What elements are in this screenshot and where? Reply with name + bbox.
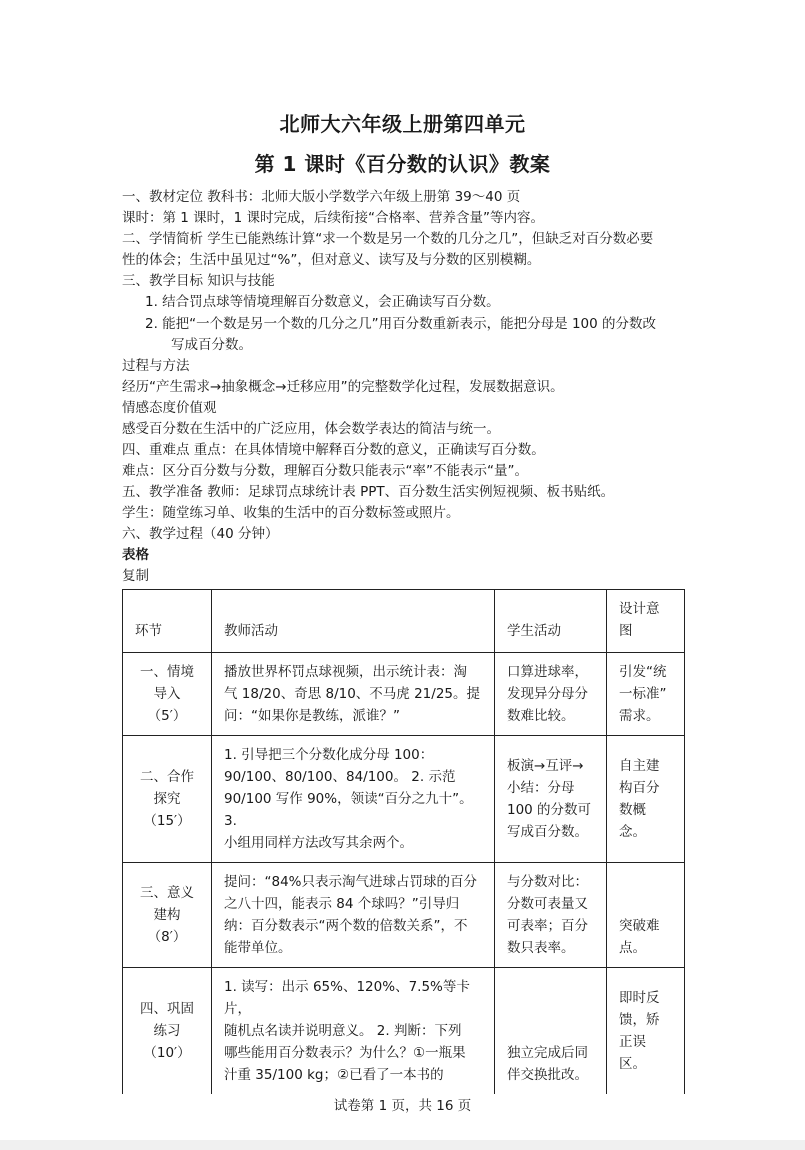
- cell-teacher: 播放世界杯罚点球视频，出示统计表：淘 气 18/20、奇思 8/10、不马虎 21/25。提 问：“如果你是教练，派谁？”: [212, 653, 495, 736]
- cell-teacher: 1. 读写：出示 65%、120%、7.5%等卡片， 随机点名读并说明意义。 2. 判断：下列 哪些能用百分数表示？为什么？①一瓶果 汁重 35/100 kg；②已看了一本书的: [212, 968, 495, 1095]
- body-line: 三、教学目标 知识与技能: [122, 273, 275, 289]
- objective-item: 2. 能把“一个数是另一个数的几分之几”用百分数重新表示，能把分母是 100 的分数改: [145, 316, 657, 332]
- page-footer: 试卷第 1 页，共 16 页: [333, 1098, 472, 1114]
- objective-item-cont: 写成百分数。: [171, 337, 252, 353]
- cell-intent: 突破难 点。: [607, 863, 685, 968]
- cell-intent: 引发“统 一标准” 需求。: [607, 653, 685, 736]
- cell-stage: 四、巩固 练习 （10′）: [123, 968, 212, 1095]
- body-line: 性的体会；生活中虽见过“%”，但对意义、读写及与分数的区别模糊。: [122, 252, 541, 268]
- body-line: 经历“产生需求→抽象概念→迁移应用”的完整数学化过程，发展数据意识。: [122, 379, 564, 395]
- table-row: [123, 653, 685, 736]
- cell-stage: 二、合作 探究 （15′）: [123, 736, 212, 863]
- table-row: [123, 736, 685, 863]
- body-line: 五、教学准备 教师：足球罚点球统计表 PPT、百分数生活实例短视频、板书贴纸。: [122, 484, 615, 500]
- cell-teacher: 提问：“84%只表示淘气进球占罚球的百分 之八十四，能表示 84 个球吗？”引导归 纳：百分数表示“两个数的倍数关系”，不 能带单位。: [212, 863, 495, 968]
- doc-title-line1: 北师大六年级上册第四单元: [279, 112, 526, 136]
- copy-link[interactable]: 复制: [122, 568, 149, 584]
- cell-student: 板演→互评→ 小结：分母 100 的分数可 写成百分数。: [495, 736, 607, 863]
- cell-student: 与分数对比： 分数可表量又 可表率；百分 数只表率。: [495, 863, 607, 968]
- body-line: 感受百分数在生活中的广泛应用，体会数学表达的简洁与统一。: [122, 421, 500, 437]
- body-line: 情感态度价值观: [122, 400, 217, 416]
- table-header-row: [123, 590, 685, 653]
- table-caption-label: 表格: [122, 547, 149, 563]
- cell-intent: 即时反 馈，矫 正误 区。: [607, 968, 685, 1095]
- body-line: 六、教学过程（40 分钟）: [122, 526, 279, 542]
- cell-stage: 三、意义 建构 （8′）: [123, 863, 212, 968]
- header-intent: 设计意图: [607, 590, 685, 653]
- cell-stage: 一、情境 导入 （5′）: [123, 653, 212, 736]
- body-line: 难点：区分百分数与分数，理解百分数只能表示“率”不能表示“量”。: [122, 463, 528, 479]
- body-line: 二、学情简析 学生已能熟练计算“求一个数是另一个数的几分之几”，但缺乏对百分数必要: [122, 231, 654, 247]
- body-line: 学生：随堂练习单、收集的生活中的百分数标签或照片。: [122, 505, 460, 521]
- body-line: 四、重难点 重点：在具体情境中解释百分数的意义，正确读写百分数。: [122, 442, 545, 458]
- header-teacher: 教师活动: [212, 590, 495, 653]
- table-row: [123, 863, 685, 968]
- body-line: 过程与方法: [122, 358, 190, 374]
- body-line: 一、教材定位 教科书：北师大版小学数学六年级上册第 39～40 页: [122, 189, 521, 205]
- page-bottom-band: [0, 1140, 805, 1150]
- doc-title-line2: 第 1 课时《百分数的认识》教案: [254, 152, 551, 176]
- lesson-process-table: [122, 589, 685, 1094]
- header-stage: 环节: [123, 590, 212, 653]
- cell-student: 口算进球率， 发现异分母分 数难比较。: [495, 653, 607, 736]
- objective-item: 1. 结合罚点球等情境理解百分数意义，会正确读写百分数。: [145, 294, 500, 310]
- cell-teacher: 1. 引导把三个分数化成分母 100： 90/100、80/100、84/100。 2. 示范 90/100 写作 90%，领读“百分之九十”。 3. 小组用同样方法改写其余两个。: [212, 736, 495, 863]
- header-student: 学生活动: [495, 590, 607, 653]
- table-row: [123, 968, 685, 1095]
- cell-intent: 自主建 构百分 数概 念。: [607, 736, 685, 863]
- cell-student: 独立完成后同 伴交换批改。: [495, 968, 607, 1095]
- body-line: 课时：第 1 课时，1 课时完成，后续衔接“合格率、营养含量”等内容。: [122, 210, 545, 226]
